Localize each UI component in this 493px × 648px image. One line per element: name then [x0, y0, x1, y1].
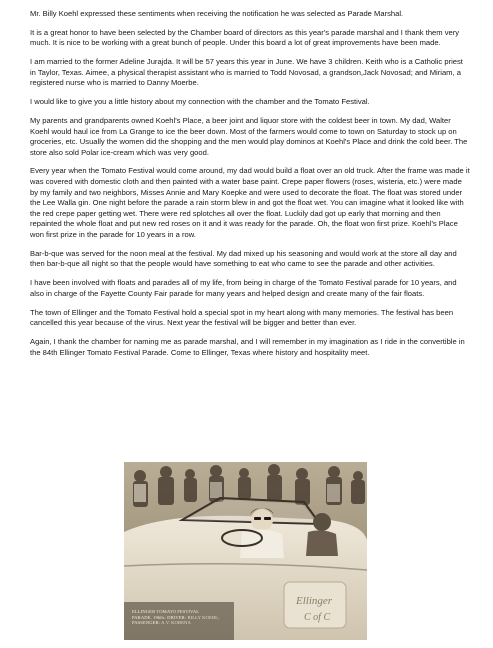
paragraph-festival: The town of Ellinger and the Tomato Festival hold a special spot in my heart along with many memories. The festival has been cancelled this year because of the virus. Next year the festival will be bigger and better than ever. [30, 307, 454, 328]
paragraph-koehls-place: My parents and grandparents owned Koehl's Place, a beer joint and liquor store with the coldest beer in town. My dad, Walter Koehl would haul ice from La Grange to ice the beer down. Most of the farmers would come to town on Saturday to stock up on groceries, etc. Usually the women did the shopping and the men would play dominos at Koehl's Place and drink the cold beer. The store also sold Polar ice-cream which was very good. [30, 115, 468, 157]
paragraph-float: Every year when the Tomato Festival would come around, my dad would build a float over an old truck. After the frame was made it was covered with domestic cloth and then painted with a water base paint. Crepe paper flowers (roses, wisteria, etc.) were made by my family and two neighbors, Misses Annie and Mary Koepke and were used to decorate the float. The float was stored under the Lee Walla gin. One night before the parade a rain storm blew in and got the float wet. You can imagine what it looked like with the red crepe paper getting wet. There were red splotches all over the float. Luckily dad got up early that morning and then repainted the whole float and put new red roses on it and it was ready for the parade. Oh, the float won first prize. Koehl's Place won first prize in the parade for 10 years in a row. [30, 166, 470, 240]
article-body [30, 9, 470, 366]
paragraph-history-intro: I would like to give you a little history about my connection with the chamber and the Tomato Festival. [30, 97, 370, 107]
paragraph-closing: Again, I thank the chamber for naming me as parade marshal, and I will remember in my imagination as I ride in the convertible in the 84th Ellinger Tomato Festival Parade. Come to Ellinger, Texas where history and hospitality meet. [30, 336, 465, 357]
svg-text:Ellinger: Ellinger [296, 595, 333, 607]
paragraph-parades: I have been involved with floats and parades all of my life, from being in charge of the Tomato Festival parade for 10 years, and also in charge of the Fayette County Fair parade for many years and helped design and create many of the fair floats. [30, 278, 457, 298]
paragraph-intro: Mr. Billy Koehl expressed these sentiments when receiving the notification he was selected as Parade Marshal. [30, 9, 404, 18]
caption-passenger: A.V. KORENA [161, 620, 191, 626]
paragraph-barbecue: Bar-b-que was served for the noon meal at the festival. My dad mixed up his seasoning and would work at the store all day and then bar-b-que all night so that the people would have something to eat who came to see the parade and other activities. [30, 248, 457, 269]
paragraph-family: I am married to the former Adeline Jurajda. It will be 57 years this year in June. We have 3 children. Keith who is a Catholic priest in Taylor, Texas. Aimee, a physical therapist assistant who is married to Todd Novosad, a grandson,Jack Novosad; and Miriam, a registered nurse who is married to Danny Moerbe. [30, 57, 463, 88]
svg-text:C of C: C of C [304, 612, 331, 623]
paragraph-honor: It is a great honor to have been selected by the Chamber board of directors as this year's parade marshal and I thank them very much. It is nice to be working with a great bunch of people. Under this board a lot of great improvements have been made. [30, 27, 460, 48]
caption-passenger-label: PASSENGER: [132, 620, 161, 626]
photo-caption [132, 609, 224, 626]
caption-driver: BILLY KOEHL; [187, 614, 220, 620]
caption-line: PARADE, 1960s: DRIVER: [132, 614, 187, 620]
parade-photo [124, 462, 367, 640]
caption-title: ELLINGER TOMATO FESTIVAL [132, 609, 200, 614]
